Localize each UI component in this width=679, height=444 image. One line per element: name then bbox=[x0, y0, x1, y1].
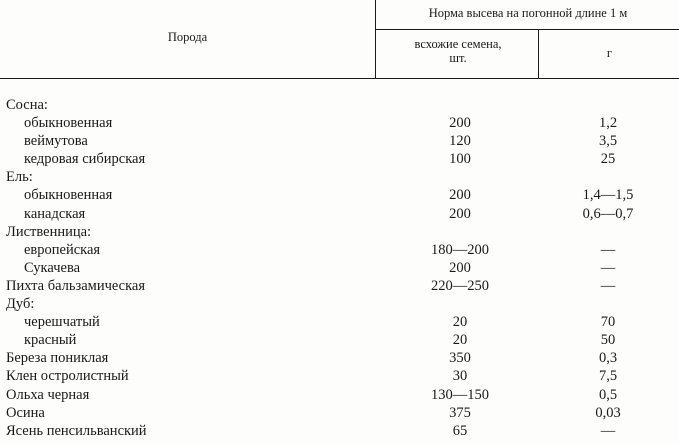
seed-count: 200 bbox=[449, 205, 471, 222]
species-name: Береза пониклая bbox=[6, 350, 109, 367]
header-subcol-divider bbox=[538, 29, 539, 78]
species-name: Сосна: bbox=[6, 97, 48, 113]
seed-count: 20 bbox=[452, 332, 468, 349]
table-row bbox=[0, 150, 679, 168]
table-row bbox=[0, 331, 679, 349]
seed-grams: 0,3 bbox=[598, 350, 618, 367]
table-row bbox=[0, 404, 679, 422]
table-row bbox=[0, 367, 679, 385]
seed-grams: 0,03 bbox=[595, 404, 621, 421]
table-row bbox=[0, 186, 679, 204]
seed-grams: — bbox=[600, 241, 616, 258]
table-row bbox=[0, 259, 679, 277]
species-name: европейская bbox=[24, 241, 101, 258]
table-row bbox=[0, 114, 679, 132]
species-name: Осина bbox=[6, 404, 45, 421]
table-row bbox=[0, 313, 679, 331]
species-name: Ольха черная bbox=[6, 386, 90, 403]
header-species: Порода bbox=[167, 30, 208, 44]
seed-count: 220—250 bbox=[431, 277, 489, 294]
seed-count: 375 bbox=[449, 404, 471, 421]
seed-count: 130—150 bbox=[431, 386, 489, 403]
table-row bbox=[0, 223, 679, 241]
table-row bbox=[0, 386, 679, 404]
species-name: Клен остролистный bbox=[6, 368, 129, 385]
table-row bbox=[0, 96, 679, 114]
table-row bbox=[0, 295, 679, 313]
header-norm: Норма высева на погонной длине 1 м bbox=[428, 6, 628, 20]
species-name: красный bbox=[24, 332, 77, 349]
species-name: Ель: bbox=[6, 169, 33, 186]
seed-count: 30 bbox=[452, 368, 468, 385]
species-name: кедровая сибирская bbox=[24, 151, 146, 168]
seed-grams: 3,5 bbox=[598, 133, 618, 150]
table-row bbox=[0, 277, 679, 295]
seed-count: 65 bbox=[452, 422, 468, 439]
seed-grams: 7,5 bbox=[598, 368, 618, 385]
seed-grams: 1,2 bbox=[598, 115, 618, 132]
seed-count: 180—200 bbox=[431, 241, 489, 258]
species-name: канадская bbox=[24, 205, 86, 222]
header-left-divider bbox=[375, 0, 376, 78]
species-name: веймутова bbox=[24, 133, 88, 150]
species-name: обыкновенная bbox=[24, 115, 113, 132]
species-name: Ясень пенсильванский bbox=[6, 422, 147, 439]
seed-grams: — bbox=[600, 277, 616, 294]
header-norm-underline bbox=[375, 29, 679, 30]
seed-grams: 25 bbox=[600, 151, 616, 168]
seed-count: 200 bbox=[449, 115, 471, 132]
seed-grams: 1,4—1,5 bbox=[582, 187, 634, 204]
table-row bbox=[0, 422, 679, 440]
table-row bbox=[0, 241, 679, 259]
table-row bbox=[0, 349, 679, 367]
table-row bbox=[0, 132, 679, 150]
table-row bbox=[0, 168, 679, 186]
seed-count: 200 bbox=[449, 259, 471, 276]
species-name: Дуб: bbox=[6, 296, 35, 313]
header-bottom-rule bbox=[0, 78, 679, 79]
species-name: Пихта бальзамическая bbox=[6, 277, 146, 294]
species-name: черешчатый bbox=[24, 314, 100, 331]
species-name: обыкновенная bbox=[24, 187, 113, 204]
seed-count: 120 bbox=[449, 133, 471, 150]
header-seeds: всхожие семена, шт. bbox=[414, 37, 502, 65]
seed-grams: 0,6—0,7 bbox=[582, 205, 634, 222]
seed-grams: 0,5 bbox=[598, 386, 618, 403]
seed-grams: — bbox=[600, 259, 616, 276]
seed-grams: — bbox=[600, 422, 616, 439]
species-name: Сукачева bbox=[24, 259, 81, 276]
seed-grams: 50 bbox=[600, 332, 616, 349]
species-name: Лиственница: bbox=[6, 223, 92, 240]
seed-count: 100 bbox=[449, 151, 471, 168]
table-row bbox=[0, 205, 679, 223]
seed-grams: 70 bbox=[600, 314, 616, 331]
seed-count: 200 bbox=[449, 187, 471, 204]
table-body bbox=[0, 96, 679, 440]
seed-count: 20 bbox=[452, 314, 468, 331]
header-grams: г bbox=[606, 46, 613, 60]
seed-count: 350 bbox=[449, 350, 471, 367]
